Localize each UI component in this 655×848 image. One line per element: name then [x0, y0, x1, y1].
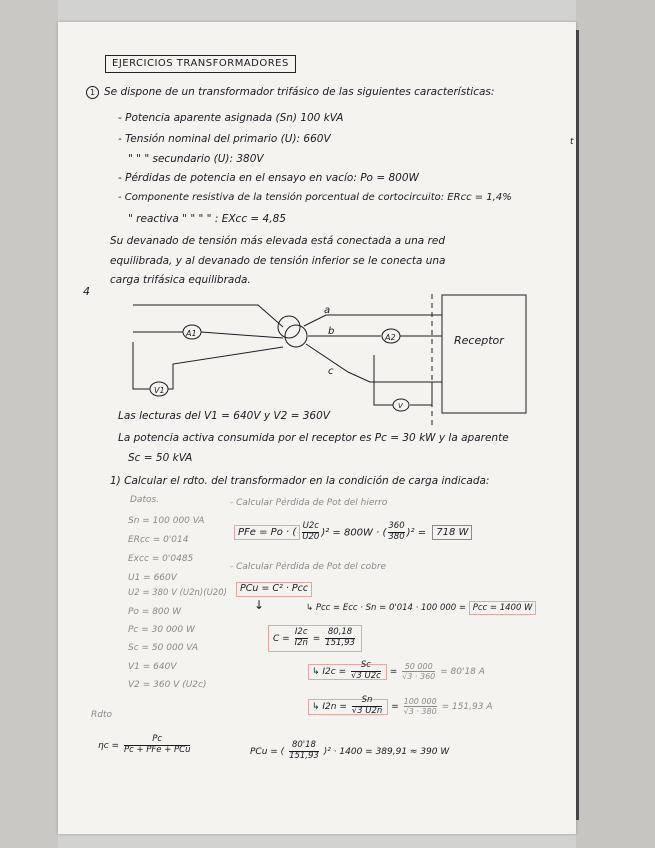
readings-line: Las lecturas del V1 = 640V y V2 = 360V — [118, 410, 330, 422]
datos-item: Sn = 100 000 VA — [128, 516, 205, 526]
receptor-box — [442, 295, 526, 413]
i2c-equation: ↳ I2c = $\frac{Sc}{√3 U2c}$ = $\frac{50 000}{√3 \cdot 360}$ = 80'18 A — [308, 661, 485, 682]
i2n-equation: ↳ I2n = $\frac{Sn}{√3 U2n}$ = $\frac{100 000}{√3 \cdot 380}$ = 151,93 A — [308, 696, 493, 717]
spec-line: " reactiva " " " " : EXcc = 4,85 — [128, 213, 286, 225]
line-label-b: b — [328, 326, 335, 337]
datos-label: Datos. — [130, 495, 160, 505]
datos-item: Po = 800 W — [128, 607, 182, 617]
down-arrow-icon: ↓ — [254, 598, 265, 612]
copper-pcu-equation: PCu = C² · Pcc — [236, 582, 312, 597]
input-line-bottom — [133, 342, 283, 389]
efficiency-equation: ηc = Pc Pc + PFe + PCu — [98, 734, 191, 755]
datos-item: Sc = 50 000 VA — [128, 643, 198, 653]
problem-statement: Se dispone de un transformador trifásico de las siguientes características: — [104, 86, 495, 98]
spec-line: - Pérdidas de potencia en el ensayo en vacío: Po = 800W — [118, 172, 419, 184]
copper-heading: - Calcular Pérdida de Pot del cobre — [230, 562, 387, 572]
datos-item: U1 = 660V — [128, 573, 177, 583]
v2-wiring — [374, 355, 432, 405]
background-right — [576, 0, 655, 848]
receptor-label: Receptor — [454, 334, 504, 347]
iron-equation: PFe = Po · ( $\frac{U2c}{U20}$ )² = 800W · ( $\frac{360}{380}$ )² = 718 W — [234, 522, 472, 543]
pcu-result-equation: PCu = ( $\frac{80'18}{151,93}$ )² · 1400 = 389,91 ≈ 390 W — [250, 740, 450, 761]
datos-item: Pc = 30 000 W — [128, 625, 195, 635]
input-line-mid-right — [201, 332, 283, 338]
spec-line: - Potencia aparente asignada (Sn) 100 kVA — [118, 112, 344, 124]
c-ratio-equation: C = $\frac{I2c}{I2n}$ = $\frac{80,18}{151,93}$ — [268, 625, 362, 652]
margin-mark: 4 — [83, 285, 90, 298]
spec-line: - Tensión nominal del primario (U): 660V — [118, 133, 331, 145]
voltmeter-v2-label: V — [398, 402, 403, 410]
iron-heading: - Calcular Pérdida de Pot del hierro — [230, 498, 388, 508]
question: 1) Calcular el rdto. del transformador en la condición de carga indicada: — [110, 475, 490, 487]
problem-number: 1 — [86, 86, 99, 99]
ammeter-a1-label: A1 — [186, 329, 197, 338]
output-line-a — [304, 315, 442, 326]
datos-item: V1 = 640V — [128, 662, 177, 672]
right-margin-mark: t — [570, 137, 574, 147]
paragraph-line: carga trifásica equilibrada. — [110, 274, 251, 286]
datos-item: ERcc = 0'014 — [128, 535, 189, 545]
line-label-a: a — [324, 305, 331, 316]
paragraph-line: equilibrada, y al devanado de tensión inferior se le conecta una — [110, 255, 446, 267]
pcc-equation: ↳ Pcc = Ecc · Sn = 0'014 · 100 000 = Pcc = 1400 W — [306, 604, 536, 614]
datos-item: Excc = 0'0485 — [128, 554, 194, 564]
background-left — [0, 0, 58, 848]
spec-line: " " " secundario (U): 380V — [128, 153, 264, 165]
notebook-page — [58, 22, 576, 834]
datos-item: U2 = 380 V (U2n)(U20) — [128, 588, 227, 598]
ammeter-a2-label: A2 — [385, 333, 396, 342]
page-title: EJERCICIOS TRANSFORMADORES — [105, 55, 296, 73]
rdto-label: Rdto — [91, 710, 113, 720]
readings-line: La potencia activa consumida por el receptor es Pc = 30 kW y la aparente — [118, 432, 509, 444]
line-label-c: c — [328, 366, 334, 377]
paragraph-line: Su devanado de tensión más elevada está conectada a una red — [110, 235, 446, 247]
datos-item: V2 = 360 V (U2c) — [128, 680, 207, 690]
voltmeter-v1-label: V1 — [154, 386, 165, 395]
readings-line: Sc = 50 kVA — [128, 452, 193, 464]
input-line-top — [133, 305, 283, 327]
spec-line: - Componente resistiva de la tensión porcentual de cortocircuito: ERcc = 1,4% — [118, 192, 512, 203]
